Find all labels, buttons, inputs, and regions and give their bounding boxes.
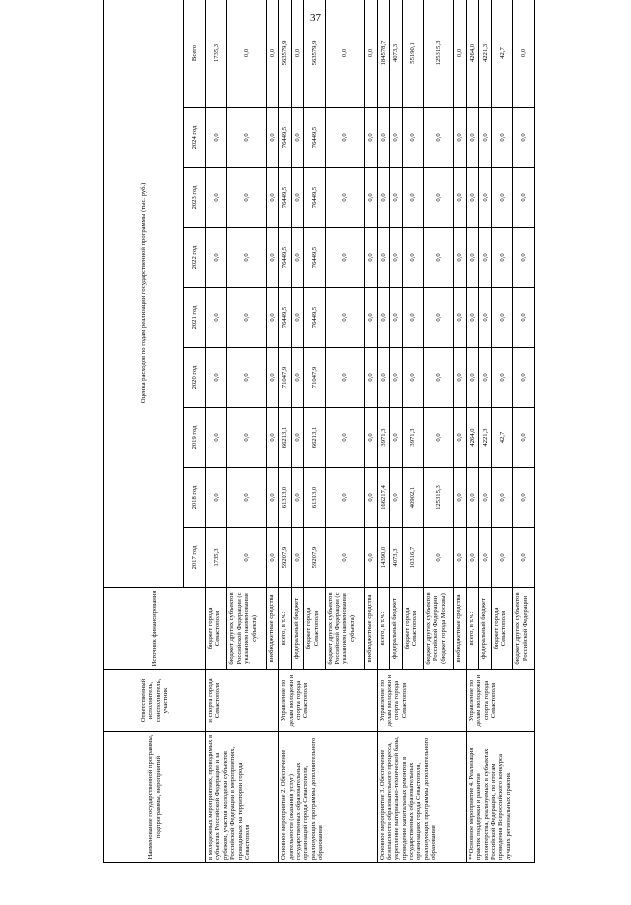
source-cell: федеральный бюджет bbox=[291, 588, 304, 670]
total-value-cell: 0,0 bbox=[325, 0, 364, 108]
year-value-cell: 0,0 bbox=[291, 108, 304, 168]
total-value-cell: 563579,9 bbox=[304, 0, 325, 108]
year-value-cell: 0,0 bbox=[454, 168, 467, 228]
header-year: 2017 год bbox=[184, 528, 206, 588]
header-year: 2024 год bbox=[184, 108, 206, 168]
year-value-cell: 0,0 bbox=[454, 468, 467, 528]
year-value-cell: 0,0 bbox=[377, 348, 390, 408]
year-value-cell: 0,0 bbox=[390, 348, 403, 408]
year-value-cell: 0,0 bbox=[365, 168, 378, 228]
table-row bbox=[206, 0, 227, 863]
year-value-cell: 66213,1 bbox=[279, 408, 292, 468]
year-value-cell: 0,0 bbox=[206, 168, 227, 228]
program-name-cell: Основное мероприятие 2. Обеспечение деятельности (оказания услуг) государственных образовательных организаций города Севастополя, реализующих программы дополнительного образования bbox=[279, 732, 377, 863]
year-value-cell: 0,0 bbox=[266, 168, 279, 228]
year-value-cell: 0,0 bbox=[454, 288, 467, 348]
year-value-cell: 0,0 bbox=[266, 228, 279, 288]
year-value-cell: 0,0 bbox=[424, 108, 454, 168]
header-year: 2021 год bbox=[184, 288, 206, 348]
year-value-cell: 0,0 bbox=[266, 108, 279, 168]
source-cell: бюджет города Севастополя bbox=[304, 588, 325, 670]
source-cell: федеральный бюджет bbox=[390, 588, 403, 670]
year-value-cell: 59207,9 bbox=[279, 528, 292, 588]
rotated-table-wrapper bbox=[103, 39, 535, 863]
source-cell: бюджет города Севастополя bbox=[206, 588, 227, 670]
year-value-cell: 0,0 bbox=[454, 348, 467, 408]
year-value-cell: 0,0 bbox=[377, 108, 390, 168]
year-value-cell: 0,0 bbox=[402, 228, 423, 288]
year-value-cell: 0,0 bbox=[206, 348, 227, 408]
year-value-cell: 0,0 bbox=[390, 408, 403, 468]
year-value-cell: 0,0 bbox=[266, 408, 279, 468]
year-value-cell: 0,0 bbox=[291, 408, 304, 468]
executor-cell: и спорта города Севастополя bbox=[206, 670, 279, 732]
year-value-cell: 61313,0 bbox=[304, 468, 325, 528]
total-value-cell: 4073,3 bbox=[390, 0, 403, 108]
source-cell: бюджет других субъектов Российской Федерации (с указанием наименования субъекта) bbox=[325, 588, 364, 670]
year-value-cell: 0,0 bbox=[491, 228, 512, 288]
year-value-cell: 0,0 bbox=[466, 528, 479, 588]
year-value-cell: 0,0 bbox=[454, 228, 467, 288]
year-value-cell: 76449,5 bbox=[304, 228, 325, 288]
year-value-cell: 0,0 bbox=[291, 288, 304, 348]
source-cell: бюджет других субъектов Российской Федерации (бюджет города Москвы) bbox=[424, 588, 454, 670]
year-value-cell: 0,0 bbox=[466, 288, 479, 348]
executor-cell: Управление по делам молодежи и спорта города Севастополя bbox=[377, 670, 466, 732]
total-value-cell: 4221,3 bbox=[479, 0, 492, 108]
source-cell: бюджет других субъектов Российской Федерации bbox=[513, 588, 535, 670]
year-value-cell: 14390,0 bbox=[377, 528, 390, 588]
year-value-cell: 0,0 bbox=[390, 168, 403, 228]
header-year: 2019 год bbox=[184, 408, 206, 468]
source-cell: внебюджетные средства bbox=[454, 588, 467, 670]
total-value-cell: 0,0 bbox=[266, 0, 279, 108]
year-value-cell: 0,0 bbox=[513, 408, 535, 468]
year-value-cell: 0,0 bbox=[479, 168, 492, 228]
source-cell: всего, в т.ч.: bbox=[377, 588, 390, 670]
year-value-cell: 0,0 bbox=[291, 528, 304, 588]
year-value-cell: 0,0 bbox=[377, 288, 390, 348]
year-value-cell: 4264,0 bbox=[466, 408, 479, 468]
year-value-cell: 76449,5 bbox=[304, 288, 325, 348]
total-value-cell: 55190,1 bbox=[402, 0, 423, 108]
year-value-cell: 0,0 bbox=[513, 108, 535, 168]
year-value-cell: 1735,3 bbox=[206, 528, 227, 588]
year-value-cell: 0,0 bbox=[466, 228, 479, 288]
year-value-cell: 4221,3 bbox=[479, 408, 492, 468]
total-value-cell: 4264,0 bbox=[466, 0, 479, 108]
year-value-cell: 0,0 bbox=[206, 288, 227, 348]
year-value-cell: 0,0 bbox=[227, 108, 266, 168]
year-value-cell: 0,0 bbox=[206, 468, 227, 528]
year-value-cell: 0,0 bbox=[206, 228, 227, 288]
year-value-cell: 0,0 bbox=[390, 228, 403, 288]
year-value-cell: 0,0 bbox=[227, 468, 266, 528]
year-value-cell: 76449,5 bbox=[279, 108, 292, 168]
executor-cell: Управление по делам молодежи и спорта города Севастополя bbox=[466, 670, 534, 732]
year-value-cell: 0,0 bbox=[365, 348, 378, 408]
year-value-cell: 0,0 bbox=[466, 168, 479, 228]
year-value-cell: 61313,0 bbox=[279, 468, 292, 528]
year-value-cell: 0,0 bbox=[479, 228, 492, 288]
year-value-cell: 0,0 bbox=[513, 168, 535, 228]
year-value-cell: 0,0 bbox=[206, 408, 227, 468]
header-source: Источник финансирования bbox=[104, 588, 206, 670]
year-value-cell: 0,0 bbox=[479, 348, 492, 408]
year-value-cell: 0,0 bbox=[325, 528, 364, 588]
header-year: 2023 год bbox=[184, 168, 206, 228]
year-value-cell: 0,0 bbox=[291, 468, 304, 528]
year-value-cell: 0,0 bbox=[325, 288, 364, 348]
source-cell: федеральный бюджет bbox=[479, 588, 492, 670]
year-value-cell: 0,0 bbox=[266, 468, 279, 528]
year-value-cell: 0,0 bbox=[491, 468, 512, 528]
year-value-cell: 0,0 bbox=[424, 228, 454, 288]
header-name: Наименование государственной программы, подпрограммы, мероприятий bbox=[104, 732, 206, 863]
year-value-cell: 0,0 bbox=[266, 348, 279, 408]
header-executor: Ответственный исполнитель, соисполнитель, участник bbox=[104, 670, 206, 732]
table-header bbox=[104, 0, 206, 863]
year-value-cell: 0,0 bbox=[491, 528, 512, 588]
year-value-cell: 0,0 bbox=[377, 228, 390, 288]
total-value-cell: 563579,9 bbox=[279, 0, 292, 108]
year-value-cell: 0,0 bbox=[365, 408, 378, 468]
year-value-cell: 0,0 bbox=[365, 468, 378, 528]
year-value-cell: 3971,3 bbox=[377, 408, 390, 468]
year-value-cell: 76449,5 bbox=[304, 108, 325, 168]
source-cell: всего, в т.ч.: bbox=[279, 588, 292, 670]
header-year: 2022 год bbox=[184, 228, 206, 288]
year-value-cell: 0,0 bbox=[325, 108, 364, 168]
total-value-cell: 42,7 bbox=[491, 0, 512, 108]
year-value-cell: 0,0 bbox=[390, 108, 403, 168]
year-value-cell: 0,0 bbox=[479, 288, 492, 348]
header-estimate: Оценка расходов по годам реализации государственной программы (тыс. руб.) bbox=[104, 0, 184, 588]
year-value-cell: 0,0 bbox=[227, 288, 266, 348]
year-value-cell: 0,0 bbox=[513, 468, 535, 528]
header-year: Всего bbox=[184, 0, 206, 108]
source-cell: бюджет города Севастополя bbox=[402, 588, 423, 670]
year-value-cell: 76449,5 bbox=[279, 228, 292, 288]
source-cell: всего, в т.ч.: bbox=[466, 588, 479, 670]
year-value-cell: 76449,5 bbox=[279, 168, 292, 228]
year-value-cell: 0,0 bbox=[390, 288, 403, 348]
total-value-cell: 125315,3 bbox=[424, 0, 454, 108]
year-value-cell: 0,0 bbox=[454, 408, 467, 468]
source-cell: внебюджетные средства bbox=[266, 588, 279, 670]
page-number: 37 bbox=[310, 12, 321, 24]
header-year: 2020 год bbox=[184, 348, 206, 408]
year-value-cell: 0,0 bbox=[325, 228, 364, 288]
year-value-cell: 0,0 bbox=[491, 168, 512, 228]
year-value-cell: 0,0 bbox=[466, 468, 479, 528]
source-cell: бюджет других субъектов Российской Федерации (с указанием наименования субъекта) bbox=[227, 588, 266, 670]
year-value-cell: 0,0 bbox=[479, 468, 492, 528]
year-value-cell: 0,0 bbox=[227, 528, 266, 588]
year-value-cell: 0,0 bbox=[365, 228, 378, 288]
year-value-cell: 0,0 bbox=[227, 408, 266, 468]
year-value-cell: 0,0 bbox=[466, 108, 479, 168]
table-row bbox=[377, 0, 390, 863]
year-value-cell: 0,0 bbox=[513, 228, 535, 288]
year-value-cell: 0,0 bbox=[491, 288, 512, 348]
year-value-cell: 4073,3 bbox=[390, 528, 403, 588]
source-cell: бюджет города Севастополя bbox=[491, 588, 512, 670]
year-value-cell: 0,0 bbox=[365, 108, 378, 168]
program-name-cell: в молодежных мероприятиях, проводимых в субъектах Российской Федерации и за рубежом, участия молодежи субъектов Российской Федерации в мероприятиях, проводимых на территории города Севастополя bbox=[206, 732, 279, 863]
executor-cell: Управление по делам молодежи и спорта города Севастополя bbox=[279, 670, 377, 732]
year-value-cell: 0,0 bbox=[227, 168, 266, 228]
year-value-cell: 10316,7 bbox=[402, 528, 423, 588]
total-value-cell: 0,0 bbox=[227, 0, 266, 108]
year-value-cell: 0,0 bbox=[424, 528, 454, 588]
year-value-cell: 66213,1 bbox=[304, 408, 325, 468]
year-value-cell: 0,0 bbox=[206, 108, 227, 168]
year-value-cell: 0,0 bbox=[454, 528, 467, 588]
total-value-cell: 0,0 bbox=[291, 0, 304, 108]
year-value-cell: 166217,4 bbox=[377, 468, 390, 528]
year-value-cell: 0,0 bbox=[365, 528, 378, 588]
year-value-cell: 71047,9 bbox=[304, 348, 325, 408]
program-name-cell: **Основное мероприятие 4. Реализация практик поддержки и развития волонтерства, реализуемых в субъектах Российской Федерации, по итогам проведения Всероссийского конкурса лучших региональных практик bbox=[466, 732, 534, 863]
year-value-cell: 0,0 bbox=[390, 468, 403, 528]
year-value-cell: 0,0 bbox=[291, 348, 304, 408]
year-value-cell: 0,0 bbox=[513, 528, 535, 588]
year-value-cell: 0,0 bbox=[402, 108, 423, 168]
year-value-cell: 0,0 bbox=[227, 348, 266, 408]
financing-table bbox=[103, 0, 535, 863]
source-cell: внебюджетные средства bbox=[365, 588, 378, 670]
total-value-cell: 1735,3 bbox=[206, 0, 227, 108]
year-value-cell: 0,0 bbox=[424, 168, 454, 228]
table-row bbox=[466, 0, 479, 863]
year-value-cell: 0,0 bbox=[402, 348, 423, 408]
year-value-cell: 0,0 bbox=[479, 108, 492, 168]
year-value-cell: 0,0 bbox=[513, 348, 535, 408]
year-value-cell: 0,0 bbox=[325, 468, 364, 528]
year-value-cell: 0,0 bbox=[479, 528, 492, 588]
year-value-cell: 40902,1 bbox=[402, 468, 423, 528]
year-value-cell: 0,0 bbox=[291, 228, 304, 288]
year-value-cell: 0,0 bbox=[491, 108, 512, 168]
year-value-cell: 125315,3 bbox=[424, 468, 454, 528]
year-value-cell: 59207,9 bbox=[304, 528, 325, 588]
header-year: 2018 год bbox=[184, 468, 206, 528]
total-value-cell: 0,0 bbox=[513, 0, 535, 108]
year-value-cell: 0,0 bbox=[466, 348, 479, 408]
year-value-cell: 0,0 bbox=[266, 288, 279, 348]
year-value-cell: 0,0 bbox=[424, 408, 454, 468]
year-value-cell: 0,0 bbox=[402, 168, 423, 228]
program-name-cell: Основное мероприятие 3. Обеспечение безопасности образовательного процесса, укрепление материально-технической базы, проведение капитальных ремонтов в государственных образовательных организациях города Севастополя, реализующих программы дополнительного образования bbox=[377, 732, 466, 863]
year-value-cell: 71047,9 bbox=[279, 348, 292, 408]
total-value-cell: 184578,7 bbox=[377, 0, 390, 108]
year-value-cell: 0,0 bbox=[402, 288, 423, 348]
year-value-cell: 0,0 bbox=[424, 348, 454, 408]
year-value-cell: 0,0 bbox=[227, 228, 266, 288]
total-value-cell: 0,0 bbox=[454, 0, 467, 108]
year-value-cell: 76449,5 bbox=[279, 288, 292, 348]
year-value-cell: 0,0 bbox=[365, 288, 378, 348]
year-value-cell: 42,7 bbox=[491, 408, 512, 468]
year-value-cell: 0,0 bbox=[424, 288, 454, 348]
year-value-cell: 0,0 bbox=[377, 168, 390, 228]
year-value-cell: 0,0 bbox=[325, 408, 364, 468]
year-value-cell: 76449,5 bbox=[304, 168, 325, 228]
total-value-cell: 0,0 bbox=[365, 0, 378, 108]
year-value-cell: 0,0 bbox=[291, 168, 304, 228]
table-body bbox=[206, 0, 535, 863]
year-value-cell: 3971,3 bbox=[402, 408, 423, 468]
year-value-cell: 0,0 bbox=[325, 348, 364, 408]
year-value-cell: 0,0 bbox=[491, 348, 512, 408]
year-value-cell: 0,0 bbox=[454, 108, 467, 168]
year-value-cell: 0,0 bbox=[266, 528, 279, 588]
year-value-cell: 0,0 bbox=[513, 288, 535, 348]
year-value-cell: 0,0 bbox=[325, 168, 364, 228]
table-row bbox=[279, 0, 292, 863]
